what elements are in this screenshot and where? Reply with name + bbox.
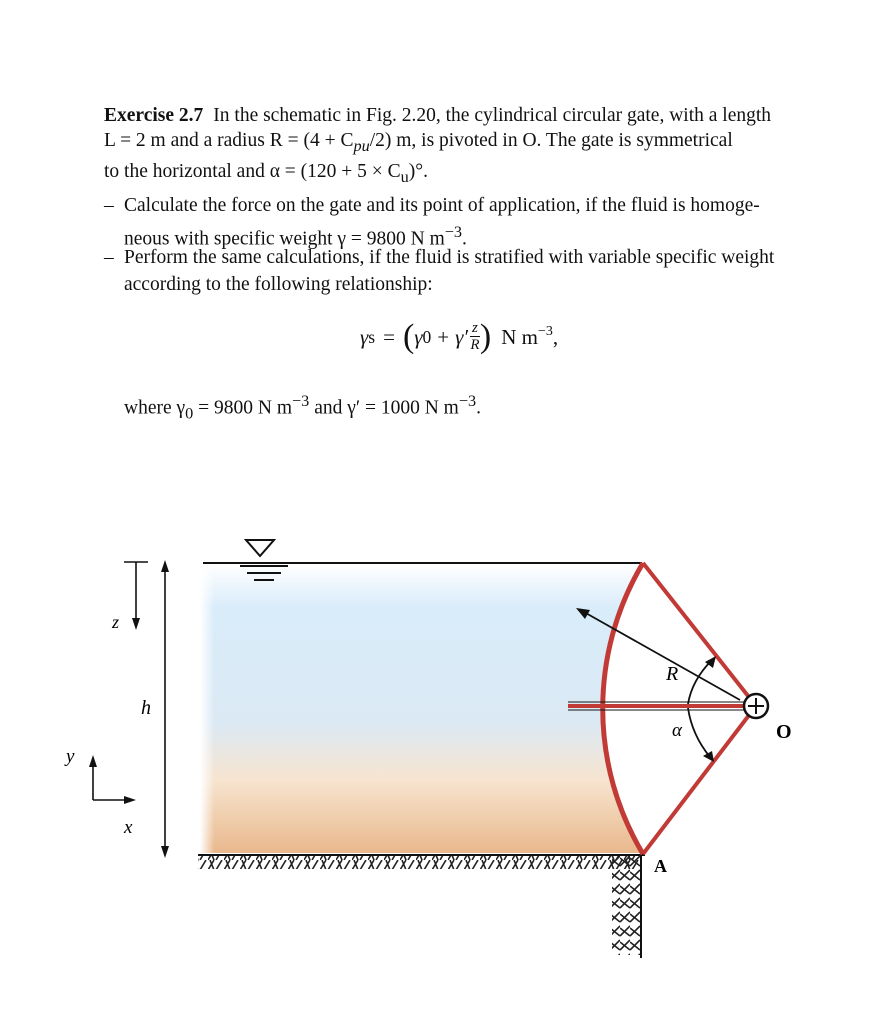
wall-below-A	[612, 855, 640, 955]
exercise-label: Exercise 2.7	[104, 105, 204, 126]
bullet-homogeneous: – Calculate the force on the gate and its point of application, if the fluid is homoge- neous with specific weight γ = 9800 N $m^{-3}$.	[104, 195, 760, 250]
exercise-line-3: to the horizontal and $\alpha = (120 + 5 \times C_u)^\circ$.	[104, 160, 428, 186]
label-A: A	[654, 856, 667, 876]
bottom-ground	[198, 855, 640, 869]
exercise-line-1: Exercise 2.7 In the schematic in Fig. 2.20, the cylindrical circular gate, with a length	[104, 105, 772, 126]
xy-axes	[89, 755, 136, 804]
gate-strut-bottom	[643, 706, 756, 854]
stratification-equation: γ s = ( γ 0 + γ′ z R ) N m $^{-3}$ ,	[360, 318, 559, 355]
exercise-line-2: L = 2 m and a radius $R = (4 + C_{pu}/2)$ m, is pivoted in O. The gate is symmetrical	[104, 130, 733, 155]
bullet-stratified: – Perform the same calculations, if the fluid is stratified with variable specific weight according to the following relationship:	[104, 247, 775, 295]
dimension-z	[124, 562, 148, 630]
gate-strut-top	[643, 563, 756, 706]
label-h: h	[141, 697, 151, 719]
radius-arrow-2	[688, 656, 716, 762]
label-x: x	[124, 817, 133, 838]
label-y: y	[66, 746, 75, 767]
label-R: R	[666, 663, 679, 685]
label-z: z	[112, 612, 120, 632]
free-surface-symbol	[240, 540, 288, 580]
constants-line: where $\gamma_0 = 9800$ N $m^{-3}$ and γ′ = 1000 N $m^{-3}$.	[124, 392, 482, 423]
label-alpha: α	[672, 720, 682, 741]
label-O: O	[776, 721, 792, 743]
dimension-h	[161, 560, 169, 858]
